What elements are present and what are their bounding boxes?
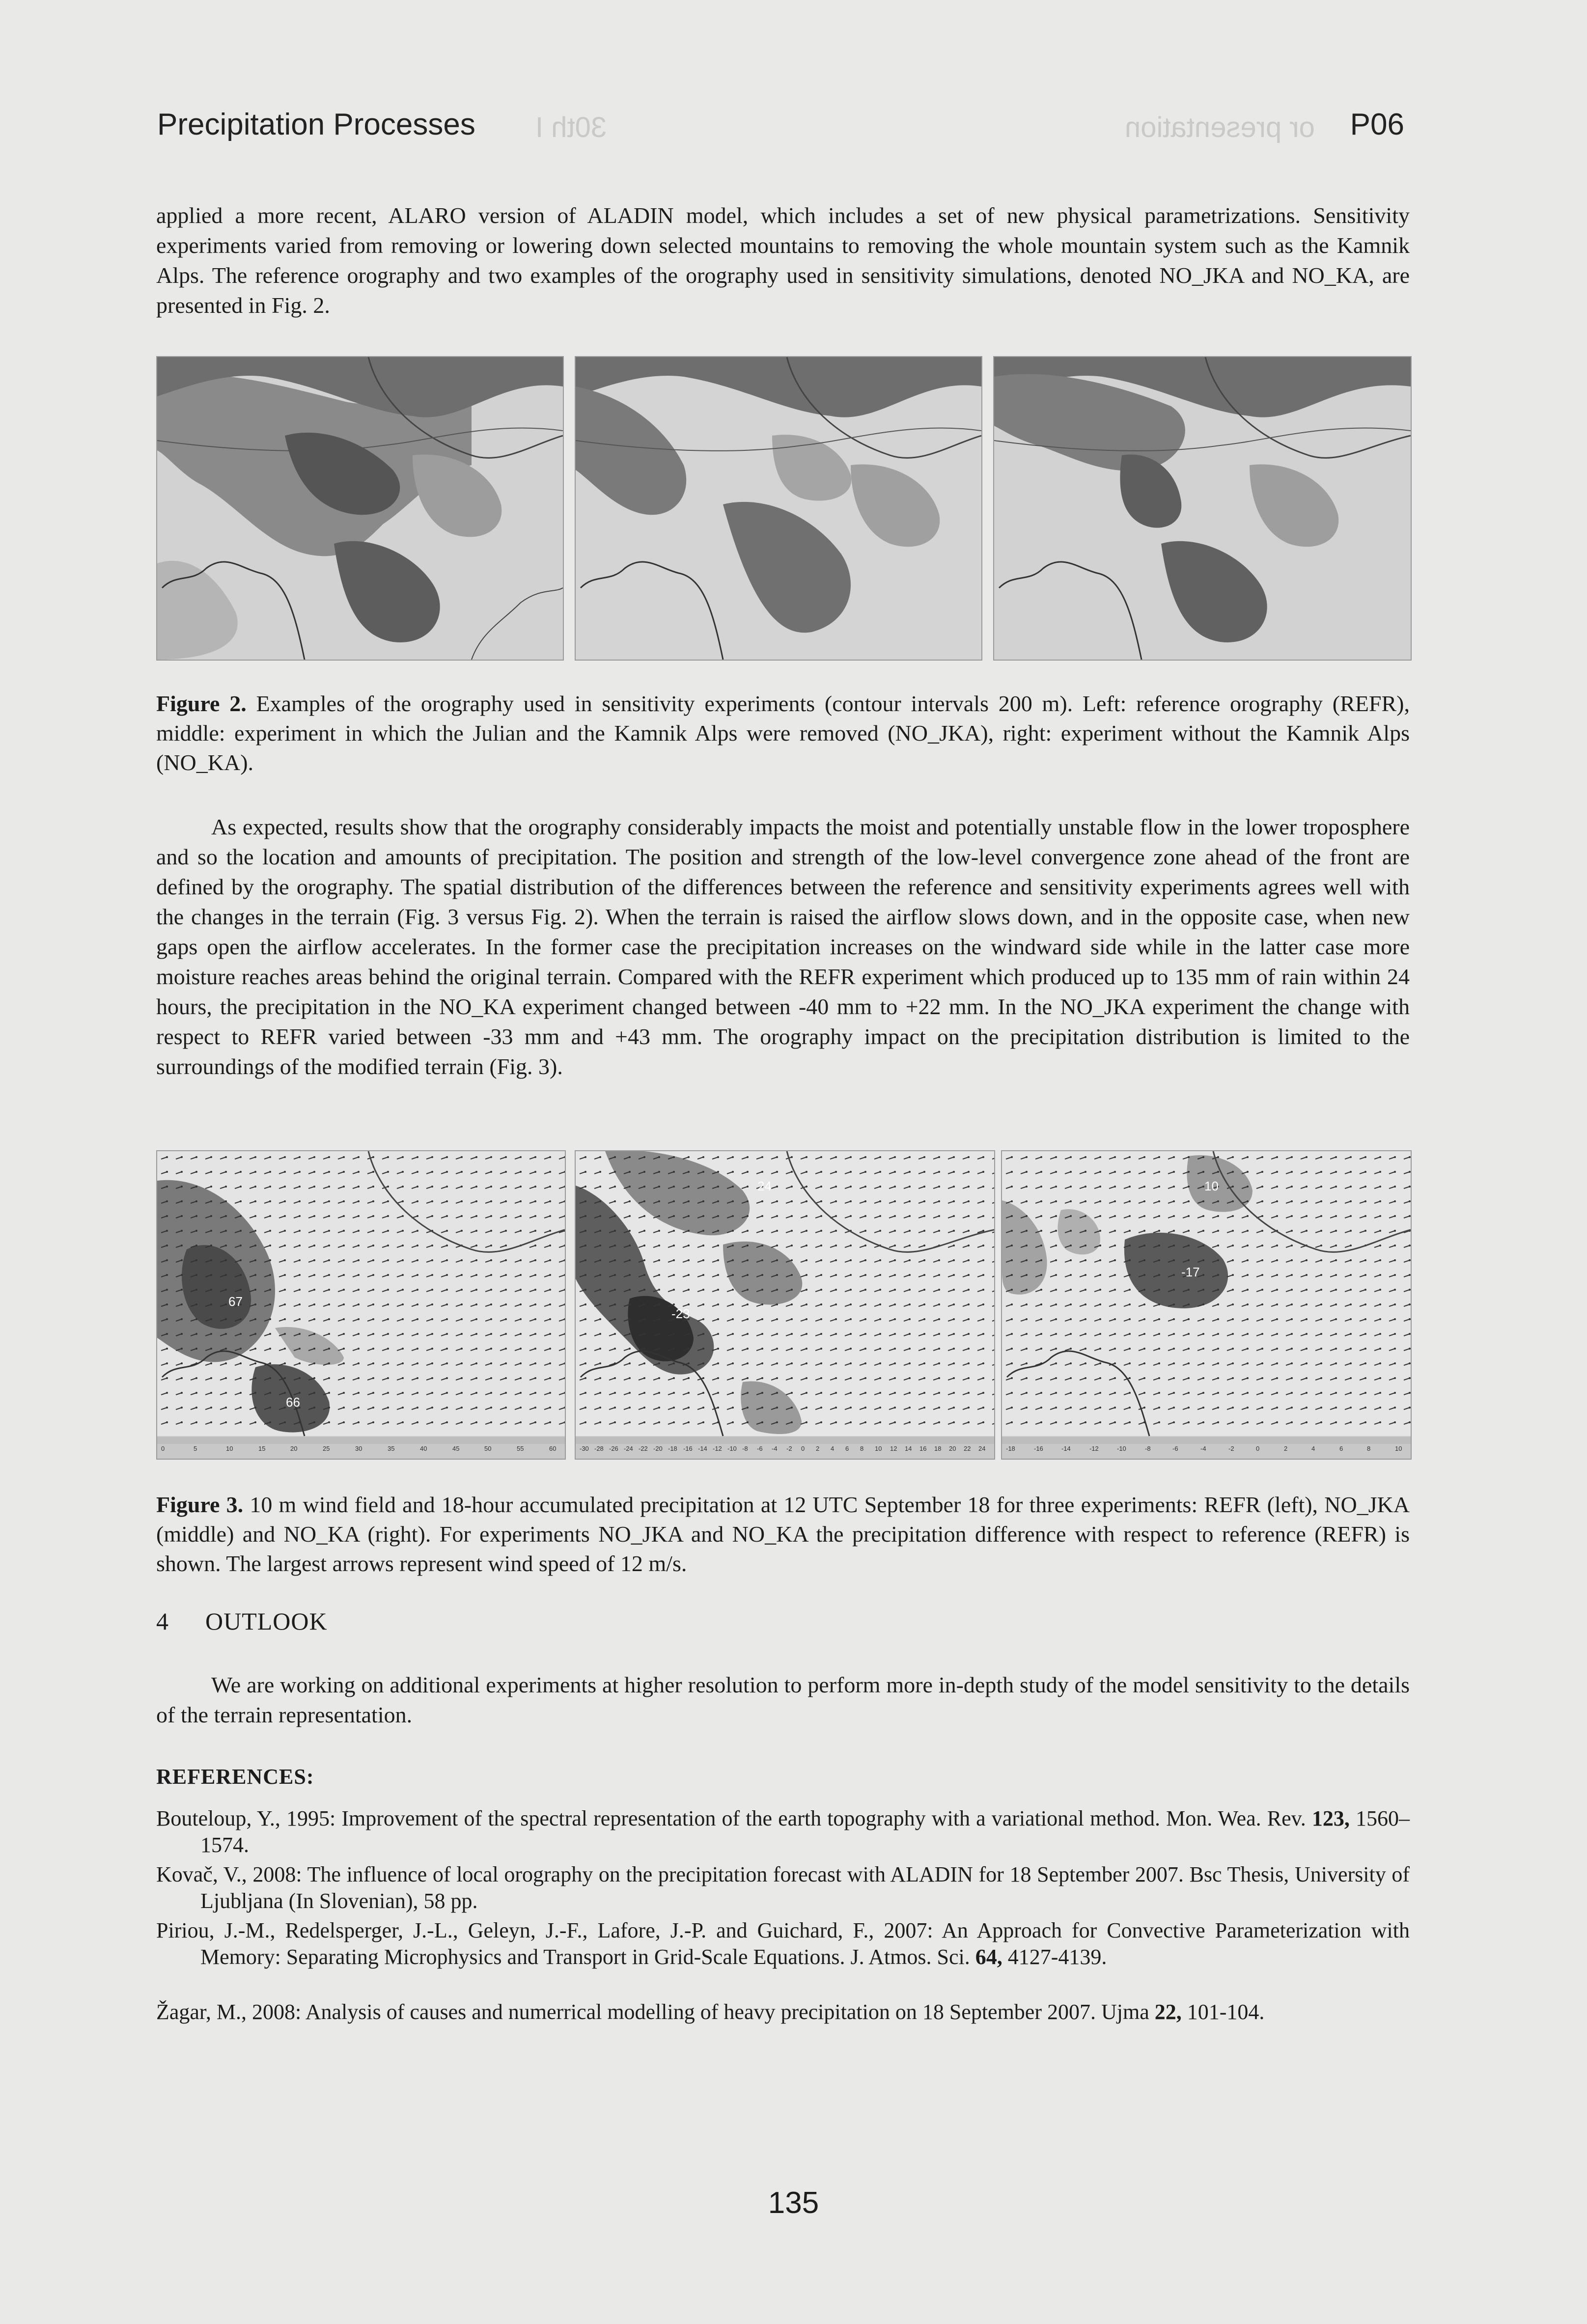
colorbar-tick-label: 12 [890, 1445, 897, 1452]
colorbar-tick-label: -8 [742, 1445, 748, 1452]
orography-map-no-ka [994, 357, 1411, 660]
reference-volume: 22, [1154, 2000, 1182, 2024]
colorbar-tick-label: -4 [1200, 1445, 1206, 1452]
figure-3-caption-text: 10 m wind field and 18-hour accumulated precipitation at 12 UTC September 18 for three experiments: REFR (left), NO_JKA (middle) and NO_KA (right). For experiments NO_JKA and NO_KA the precipitation difference with respect to reference (REFR) is shown. The largest arrows represent wind speed of 12 m/s. [156, 1492, 1410, 1576]
figure-2-caption [156, 689, 1410, 777]
orography-map-refr [157, 357, 563, 660]
colorbar-tick-label: -16 [1034, 1445, 1043, 1452]
reference-text: Bouteloup, Y., 1995: Improvement of the spectral representation of the earth topography with a variational method. Mon. Wea. Rev. [156, 1806, 1312, 1830]
colorbar-tick-label: 5 [194, 1445, 197, 1452]
colorbar-tick-label: -20 [653, 1445, 663, 1452]
colorbar-tick-label: 8 [1367, 1445, 1371, 1452]
colorbar-tick-label: 15 [258, 1445, 266, 1452]
colorbar-tick-label: -14 [1061, 1445, 1071, 1452]
colorbar-tick-label: 10 [226, 1445, 233, 1452]
figure-2-label: Figure 2. [156, 691, 247, 716]
reference-volume: 64, [975, 1945, 1002, 1969]
reference-text: Piriou, J.-M., Redelsperger, J.-L., Geleyn, J.-F., Lafore, J.-P. and Guichard, F., 2007: An Approach for Convective Parameterization with Memory: Separating Microphysics and Transport in Grid-Scale Equations. J. Atmos. Sci. [156, 1918, 1410, 1969]
colorbar-tick-label: 30 [355, 1445, 362, 1452]
colorbar-tick-label: -28 [594, 1445, 604, 1452]
colorbar-tick-label: -12 [1089, 1445, 1099, 1452]
colorbar-tick-label: 22 [964, 1445, 971, 1452]
reference-item [156, 1861, 1410, 1914]
refr-colorbar-scale [157, 1445, 565, 1457]
running-head-code: P06 [1350, 108, 1404, 141]
reference-text: Žagar, M., 2008: Analysis of causes and numerrical modelling of heavy precipitation on 18 September 2007. Ujma [156, 2000, 1155, 2024]
figure-2-panel-no-ka [993, 356, 1412, 661]
colorbar-tick-label: 24 [978, 1445, 986, 1452]
reference-item [156, 1917, 1410, 1970]
reference-text: Kovač, V., 2008: The influence of local orography on the precipitation forecast with ALADIN for 18 September 2007. Bsc Thesis, University of Ljubljana (In Slovenian), 58 pp. [156, 1862, 1410, 1913]
colorbar-tick-label: -30 [580, 1445, 589, 1452]
colorbar-tick-label: -6 [757, 1445, 763, 1452]
precip-map-no-jka [576, 1151, 994, 1459]
bleed-through-left: 30th I [535, 111, 607, 143]
colorbar-tick-label: 2 [816, 1445, 820, 1452]
intro-paragraph: applied a more recent, ALARO version of ALADIN model, which includes a set of new physical parametrizations. Sensitivity experiments varied from removing or lowering down selected mountains to removing the whole mountain system such as the Kamnik Alps. The reference orography and two examples of the orography used in sensitivity simulations, denoted NO_JKA and NO_KA, are presented in Fig. 2. [156, 203, 1410, 318]
reference-pages: 1560–1574. [200, 1806, 1410, 1857]
colorbar-tick-label: 10 [875, 1445, 882, 1452]
colorbar-tick-label: 4 [1311, 1445, 1315, 1452]
colorbar-tick-label: -12 [713, 1445, 722, 1452]
colorbar-tick-label: -26 [609, 1445, 618, 1452]
colorbar-tick-label: -24 [624, 1445, 633, 1452]
colorbar-tick-label: 40 [420, 1445, 427, 1452]
colorbar-tick-label: 20 [949, 1445, 956, 1452]
colorbar-tick-label: -18 [668, 1445, 677, 1452]
colorbar-tick-label: 0 [1256, 1445, 1260, 1452]
colorbar-tick-label: 0 [801, 1445, 805, 1452]
refr-label-67: 67 [228, 1294, 243, 1309]
figure-2-panel-no-jka [575, 356, 982, 661]
no-ka-colorbar-scale [1002, 1445, 1411, 1457]
reference-volume: 123, [1311, 1806, 1350, 1830]
colorbar-tick-label: 35 [388, 1445, 395, 1452]
colorbar-tick-label: 20 [290, 1445, 298, 1452]
no-ka-label-10: 10 [1204, 1179, 1219, 1193]
colorbar-tick-label: -2 [786, 1445, 792, 1452]
section-4-number: 4 [156, 1607, 169, 1635]
figure-3-panel-no-ka [1001, 1150, 1412, 1460]
orography-map-no-jka [576, 357, 981, 660]
no-jka-label-24: 24 [757, 1179, 772, 1193]
colorbar-tick-label: -8 [1145, 1445, 1151, 1452]
references-heading: REFERENCES: [156, 1765, 314, 1789]
reference-pages: 101-104. [1181, 2000, 1265, 2024]
colorbar-tick-label: -10 [1117, 1445, 1126, 1452]
precip-map-refr [157, 1151, 565, 1459]
figure-3-label: Figure 3. [156, 1492, 244, 1517]
figure-2-caption-text: Examples of the orography used in sensitivity experiments (contour intervals 200 m). Left: reference orography (REFR), middle: experiment in which the Julian and the Kamnik Alps were removed (NO_JKA), right: experiment without the Kamnik Alps (NO_KA). [156, 691, 1410, 775]
figure-3-panel-refr [156, 1150, 566, 1460]
colorbar-tick-label: 60 [549, 1445, 557, 1452]
colorbar-tick-label: -14 [698, 1445, 707, 1452]
colorbar-tick-label: 4 [831, 1445, 835, 1452]
colorbar-tick-label: 10 [1395, 1445, 1402, 1452]
no-jka-label-minus-23: -23 [671, 1306, 690, 1321]
figure-3-panel-no-jka [575, 1150, 995, 1460]
colorbar-tick-label: 50 [484, 1445, 492, 1452]
no-ka-label-minus-17: -17 [1181, 1265, 1200, 1279]
running-head [157, 107, 1404, 151]
colorbar-tick-label: 45 [452, 1445, 460, 1452]
colorbar-tick-label: 55 [517, 1445, 524, 1452]
colorbar-tick-label: -22 [639, 1445, 648, 1452]
colorbar-tick-label: 2 [1284, 1445, 1288, 1452]
reference-item [156, 1999, 1410, 2025]
page-number: 135 [768, 2186, 819, 2220]
bleed-through-right: or presentation [1125, 111, 1315, 143]
running-head-title: Precipitation Processes [157, 108, 475, 141]
results-paragraph: As expected, results show that the orography considerably impacts the moist and potentially unstable flow in the lower troposphere and so the location and amounts of precipitation. The position and strength of the low-level convergence zone ahead of the front are defined by the orography. The spatial distribution of the differences between the reference and sensitivity experiments agrees well with the changes in the terrain (Fig. 3 versus Fig. 2). When the terrain is raised the airflow slows down, and in the opposite case, when new gaps open the airflow accelerates. In the former case the precipitation increases on the windward side while in the latter case more moisture reaches areas behind the original terrain. Compared with the REFR experiment which produced up to 135 mm of rain within 24 hours, the precipitation in the NO_KA experiment changed between -40 mm to +22 mm. In the NO_JKA experiment the change with respect to REFR varied between -33 mm and +43 mm. The orography impact on the precipitation distribution is limited to the surroundings of the modified terrain (Fig. 3). [156, 814, 1410, 1079]
refr-label-66: 66 [286, 1395, 300, 1410]
colorbar-tick-label: 0 [161, 1445, 165, 1452]
colorbar-tick-label: -10 [727, 1445, 737, 1452]
colorbar-tick-label: 25 [323, 1445, 330, 1452]
colorbar-tick-label: 14 [905, 1445, 912, 1452]
reference-pages: 4127-4139. [1002, 1945, 1107, 1969]
colorbar-tick-label: 18 [934, 1445, 942, 1452]
colorbar-tick-label: 6 [845, 1445, 849, 1452]
colorbar-tick-label: -16 [683, 1445, 693, 1452]
colorbar-tick-label: -2 [1228, 1445, 1234, 1452]
section-4-heading [156, 1607, 328, 1635]
colorbar-tick-label: -6 [1172, 1445, 1178, 1452]
section-4-title: OUTLOOK [205, 1607, 328, 1635]
figure-3-caption [156, 1490, 1410, 1578]
figure-2-panel-refr [156, 356, 564, 661]
precip-map-no-ka [1002, 1151, 1411, 1459]
colorbar-tick-label: -4 [772, 1445, 778, 1452]
colorbar-tick-label: 6 [1339, 1445, 1343, 1452]
colorbar-tick-label: -18 [1006, 1445, 1015, 1452]
no-jka-colorbar-scale [576, 1445, 994, 1457]
colorbar-tick-label: 16 [919, 1445, 927, 1452]
reference-item [156, 1805, 1410, 1858]
section-4-text: We are working on additional experiments at higher resolution to perform more in-depth study of the model sensitivity to the details of the terrain representation. [156, 1672, 1410, 1727]
colorbar-tick-label: 8 [860, 1445, 864, 1452]
